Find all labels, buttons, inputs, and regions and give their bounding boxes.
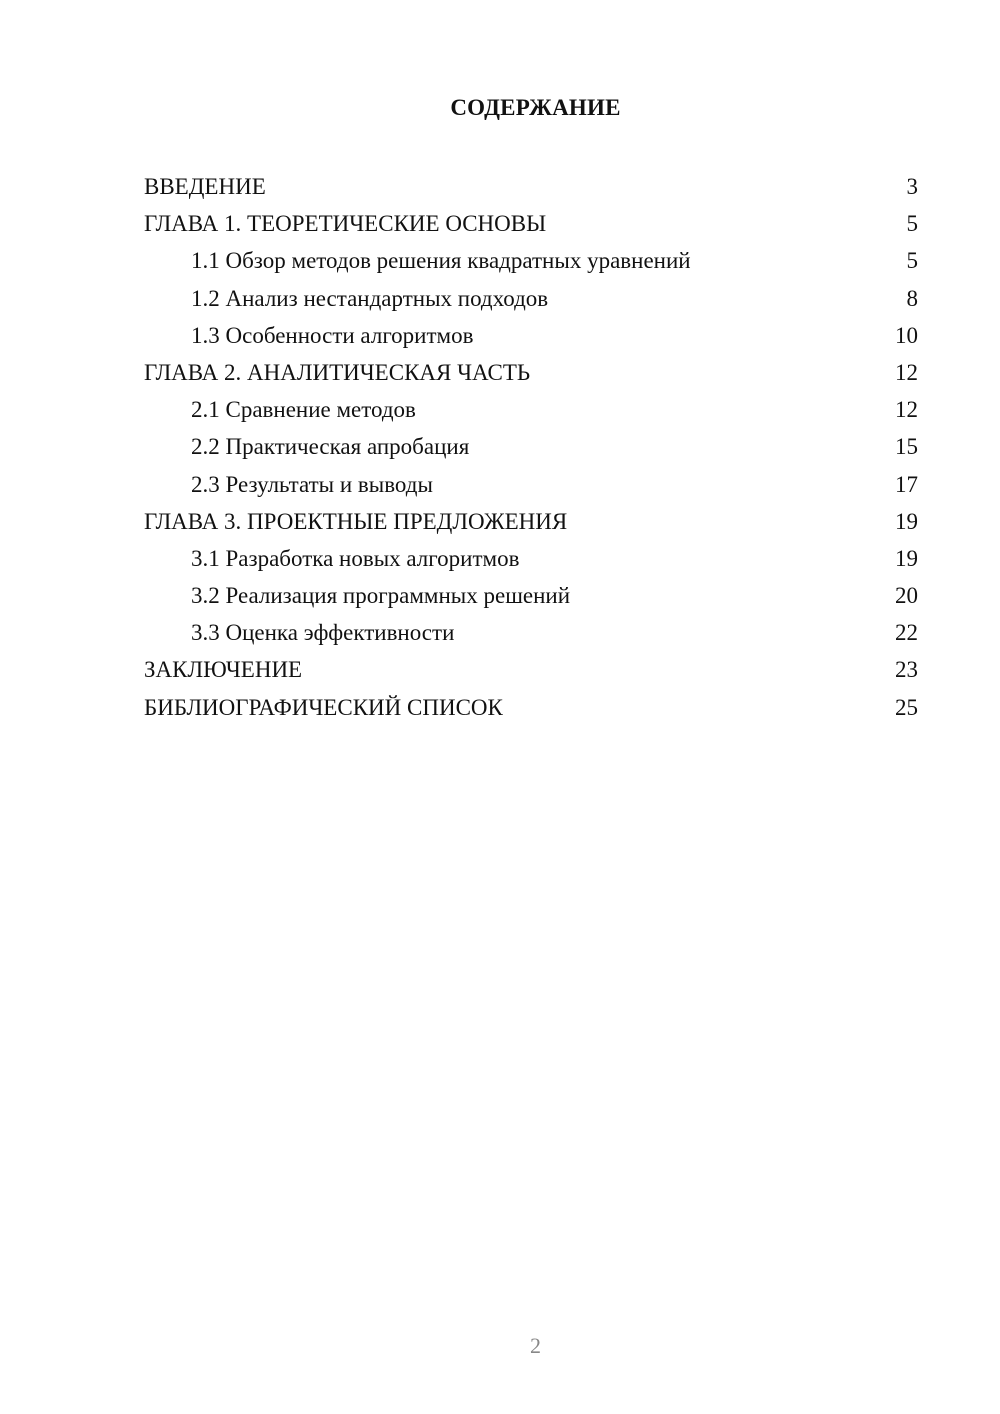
toc-entry-page: 3: [906, 174, 918, 199]
toc-entry-label: ГЛАВА 2. АНАЛИТИЧЕСКАЯ ЧАСТЬ: [144, 359, 531, 385]
toc-entry-page: 10: [895, 322, 918, 348]
toc-entry-label: ГЛАВА 3. ПРОЕКТНЫЕ ПРЕДЛОЖЕНИЯ: [144, 508, 568, 534]
toc-entry-label: ЗАКЛЮЧЕНИЕ: [144, 657, 303, 683]
toc-entry-label: 3.3 Оценка эффективности: [191, 620, 455, 646]
toc-entry-label: 1.1 Обзор методов решения квадратных уравнений: [191, 248, 691, 274]
toc-entry-section-1-2[interactable]: [144, 280, 918, 317]
toc-entry-page: 15: [895, 434, 918, 460]
toc-entry-section-1-3[interactable]: [144, 317, 918, 354]
page-title: СОДЕРЖАНИЕ: [450, 95, 621, 120]
toc-entry-section-3-2[interactable]: [144, 577, 918, 614]
toc-entry-chapter-1[interactable]: [144, 205, 918, 242]
toc-entry-section-2-2[interactable]: [144, 428, 918, 465]
toc-entry-page: 25: [895, 694, 918, 720]
toc-entry-page: 22: [895, 620, 918, 646]
toc-entry-label: 3.1 Разработка новых алгоритмов: [191, 545, 520, 571]
toc-entry-label: БИБЛИОГРАФИЧЕСКИЙ СПИСОК: [144, 694, 503, 720]
toc-entry-section-3-3[interactable]: [144, 614, 918, 651]
toc-entry-label: 1.2 Анализ нестандартных подходов: [191, 285, 549, 311]
toc-entry-label: ВВЕДЕНИЕ: [144, 174, 266, 199]
toc-entry-page: 19: [895, 508, 918, 534]
toc-entry-bibliography[interactable]: [144, 689, 918, 726]
toc-entry-page: 17: [895, 471, 918, 497]
toc-entry-label: 2.1 Сравнение методов: [191, 397, 416, 423]
toc-entry-chapter-3[interactable]: [144, 503, 918, 540]
toc-entry-introduction[interactable]: [144, 168, 918, 205]
table-of-contents: [144, 168, 918, 726]
toc-entry-conclusion[interactable]: [144, 651, 918, 688]
toc-entry-page: 23: [895, 657, 918, 683]
toc-entry-label: 2.2 Практическая апробация: [191, 434, 470, 460]
toc-entry-label: 1.3 Особенности алгоритмов: [191, 322, 474, 348]
toc-entry-page: 12: [895, 397, 918, 423]
toc-entry-label: 3.2 Реализация программных решений: [191, 583, 571, 609]
toc-entry-page: 8: [906, 285, 918, 311]
toc-entry-page: 5: [906, 211, 918, 237]
toc-entry-page: 19: [895, 545, 918, 571]
toc-entry-section-2-1[interactable]: [144, 391, 918, 428]
toc-entry-section-1-1[interactable]: [144, 242, 918, 279]
toc-entry-chapter-2[interactable]: [144, 354, 918, 391]
page-number: 2: [530, 1333, 541, 1358]
toc-entry-page: 12: [895, 359, 918, 385]
toc-entry-page: 5: [906, 248, 918, 274]
toc-entry-page: 20: [895, 583, 918, 609]
toc-entry-label: ГЛАВА 1. ТЕОРЕТИЧЕСКИЕ ОСНОВЫ: [144, 211, 547, 237]
toc-entry-label: 2.3 Результаты и выводы: [191, 471, 433, 497]
toc-entry-section-3-1[interactable]: [144, 540, 918, 577]
toc-entry-section-2-3[interactable]: [144, 466, 918, 503]
